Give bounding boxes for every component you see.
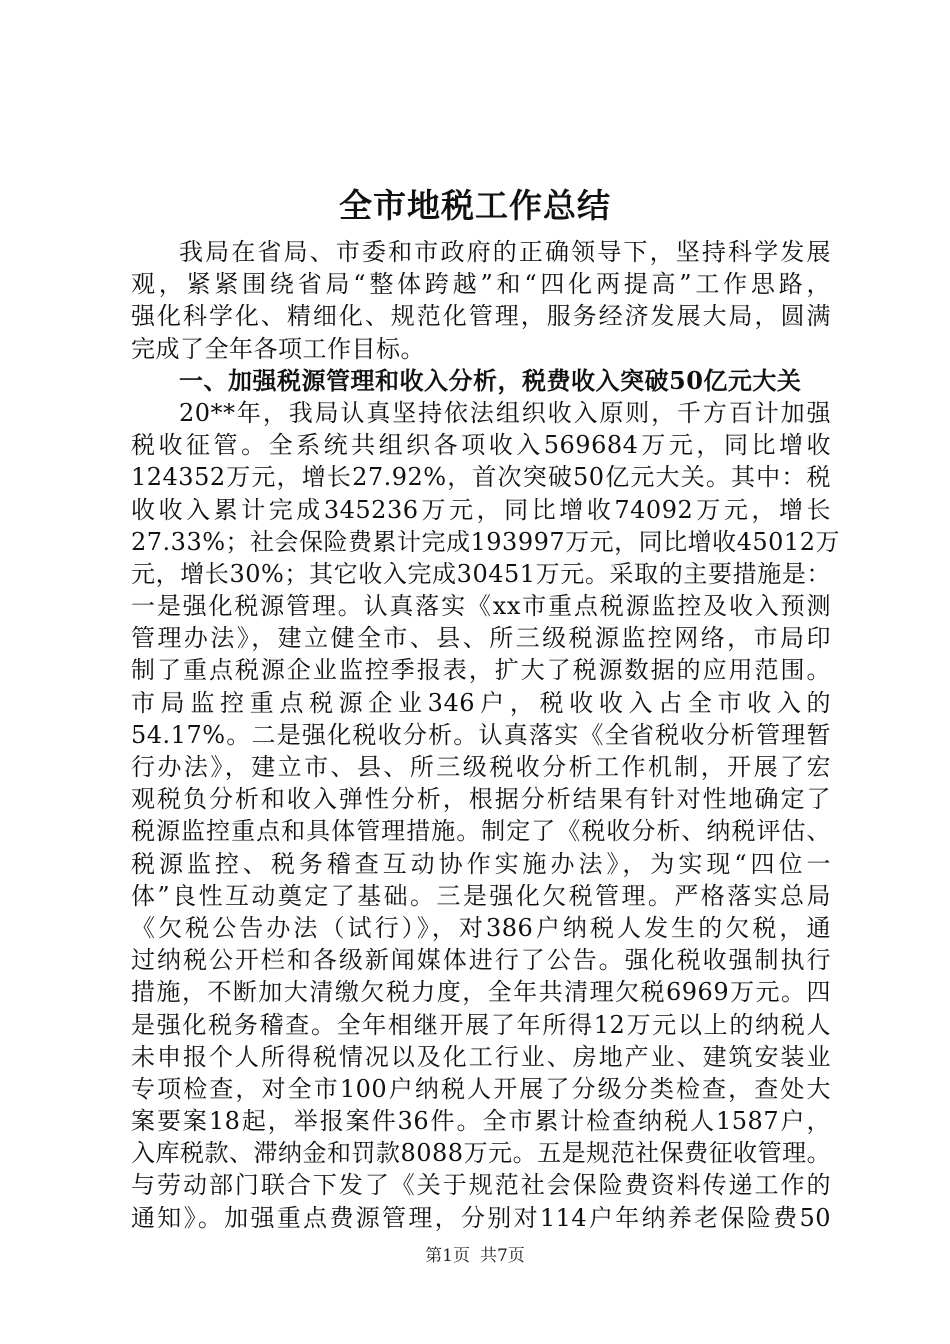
section-line: 《欠税公告办法（试行）》，对386户纳税人发生的欠税，通 — [131, 913, 831, 942]
section-line: 案要案18起，举报案件36件。全市累计检查纳税人1587户， — [131, 1107, 831, 1136]
section-line: 过纳税公开栏和各级新闻媒体进行了公告。强化税收强制执行 — [131, 946, 831, 975]
section-line: 27.33%；社会保险费累计完成193997万元，同比增收45012万 — [131, 527, 840, 556]
section-line: 市局监控重点税源企业346户，税收收入占全市收入的 — [131, 688, 831, 717]
section-line: 20**年，我局认真坚持依法组织收入原则，千方百计加强 — [179, 398, 831, 427]
intro-line: 我局在省局、市委和市政府的正确领导下，坚持科学发展 — [179, 238, 831, 266]
section-line: 收收入累计完成345236万元，同比增收74092万元，增长 — [131, 495, 831, 524]
section-line: 税源监控重点和具体管理措施。制定了《税收分析、纳税评估、 — [131, 817, 831, 846]
document-body — [131, 236, 840, 1234]
section-line: 观税负分析和收入弹性分析，根据分析结果有针对性地确定了 — [131, 785, 831, 814]
section-line: 元，增长30%；其它收入完成30451万元。采取的主要措施是： — [131, 559, 831, 588]
page-number: 第1页 — [425, 1246, 470, 1266]
section-line: 制了重点税源企业监控季报表，扩大了税源数据的应用范围。 — [131, 656, 831, 685]
page-total: 共7页 — [480, 1246, 525, 1266]
section-line: 124352万元，增长27.92%，首次突破50亿元大关。其中：税 — [131, 463, 831, 492]
section-line: 措施，不断加大清缴欠税力度，全年共清理欠税6969万元。四 — [131, 978, 831, 1007]
section-line: 税收征管。全系统共组织各项收入569684万元，同比增收 — [131, 431, 831, 460]
page-footer — [0, 1244, 950, 1268]
section-heading: 一、加强税源管理和收入分析，税费收入突破50亿元大关 — [179, 365, 802, 395]
section-line: 与劳动部门联合下发了《关于规范社会保险费资料传递工作的 — [131, 1171, 831, 1200]
section-line: 通知》。加强重点费源管理，分别对114户年纳养老保险费50 — [131, 1203, 831, 1232]
section-line: 税源监控、税务稽查互动协作实施办法》，为实现“四位一 — [131, 849, 831, 878]
intro-line: 强化科学化、精细化、规范化管理，服务经济发展大局，圆满 — [131, 302, 831, 331]
document-title: 全市地税工作总结 — [339, 186, 611, 225]
intro-line: 观，紧紧围绕省局“整体跨越”和“四化两提高”工作思路， — [131, 270, 831, 299]
section-line: 体”良性互动奠定了基础。三是强化欠税管理。严格落实总局 — [131, 881, 831, 910]
section-line: 一是强化税源管理。认真落实《xx市重点税源监控及收入预测 — [131, 592, 831, 621]
section-line: 入库税款、滞纳金和罚款8088万元。五是规范社保费征收管理。 — [131, 1139, 832, 1168]
section-line: 54.17%。二是强化税收分析。认真落实《全省税收分析管理暂 — [131, 720, 831, 749]
section-line: 专项检查，对全市100户纳税人开展了分级分类检查，查处大 — [131, 1074, 831, 1103]
section-line: 是强化税务稽查。全年相继开展了年所得12万元以上的纳税人 — [131, 1010, 831, 1039]
intro-line: 完成了全年各项工作目标。 — [131, 334, 425, 363]
section-line: 行办法》，建立市、县、所三级税收分析工作机制，开展了宏 — [131, 753, 831, 781]
section-line: 未申报个人所得税情况以及化工行业、房地产业、建筑安装业 — [131, 1042, 831, 1071]
section-line: 管理办法》，建立健全市、县、所三级税源监控网络，市局印 — [131, 624, 831, 653]
